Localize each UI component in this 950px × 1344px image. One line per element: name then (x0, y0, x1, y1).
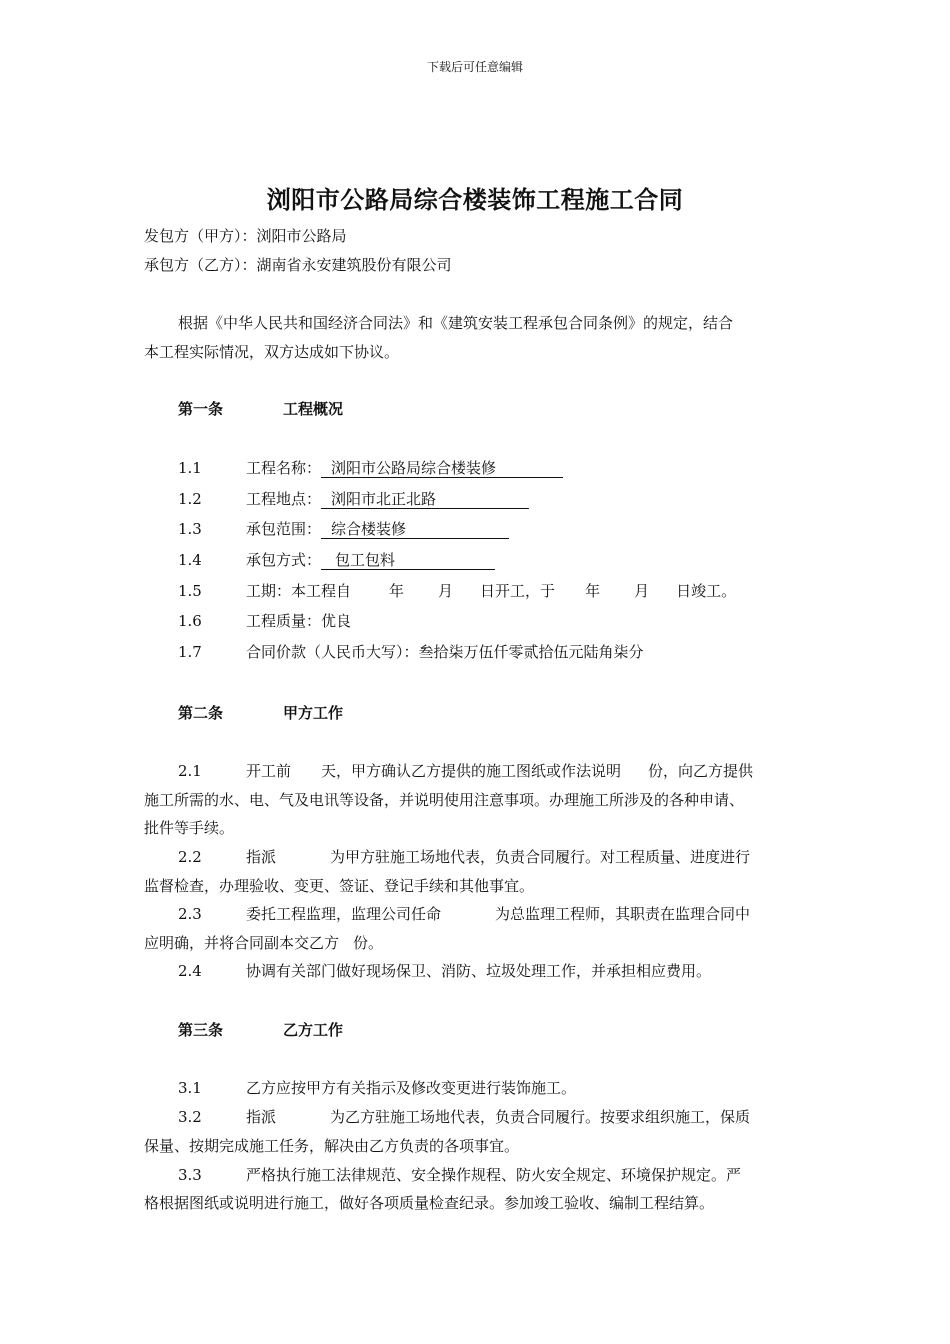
contract-method-value: 包工包料 (321, 551, 495, 570)
duration-text: 工期：本工程自 (246, 582, 352, 600)
article-title: 甲方工作 (283, 704, 344, 722)
clause-number: 2.3 (178, 905, 202, 923)
clause-text: 严格执行施工法律规范、安全操作规程、防火安全规定、环境保护规定。严 (246, 1166, 742, 1184)
contract-scope-value: 综合楼装修 (321, 520, 509, 539)
preamble-line-2: 本工程实际情况，双方达成如下协议。 (144, 343, 400, 361)
clause-text: 为总监理工程师，其职责在监理合同中 (495, 905, 751, 923)
month-label: 月 (438, 582, 454, 600)
clause-number: 1.2 (178, 490, 202, 508)
clause-number: 3.3 (178, 1166, 202, 1184)
start-day-text: 日开工，于 (480, 582, 556, 600)
clause-number: 1.3 (178, 520, 202, 538)
clause-label: 承包方式： (246, 551, 322, 569)
party-a: 发包方（甲方）：浏阳市公路局 (144, 227, 347, 245)
clause-3-2-line-2: 保量、按期完成施工任务，解决由乙方负责的各项事宜。 (144, 1137, 520, 1155)
clause-number: 2.1 (178, 762, 202, 780)
clause-number: 2.2 (178, 848, 202, 866)
clause-text: 为乙方驻施工场地代表，负责合同履行。按要求组织施工，保质 (330, 1108, 751, 1126)
article-3-heading (178, 1020, 478, 1040)
quality-text: 工程质量：优良 (246, 612, 352, 630)
clause-text: 指派 (246, 848, 277, 866)
clause-text: 为甲方驻施工场地代表，负责合同履行。对工程质量、进度进行 (330, 848, 751, 866)
article-number: 第二条 (178, 704, 224, 722)
clause-label: 工程名称： (246, 459, 322, 477)
header-note: 下载后可任意编辑 (426, 60, 523, 74)
project-location-value: 浏阳市北正北路 (321, 490, 529, 509)
preamble-line-1: 根据《中华人民共和国经济合同法》和《建筑安装工程承包合同条例》的规定，结合 (178, 314, 734, 332)
clause-number: 1.6 (178, 612, 202, 630)
clause-number: 2.4 (178, 962, 202, 980)
year-label: 年 (389, 582, 405, 600)
clause-text: 指派 (246, 1108, 277, 1126)
clause-number: 1.7 (178, 643, 202, 661)
party-b: 承包方（乙方）：湖南省永安建筑股份有限公司 (144, 256, 452, 274)
clause-2-3-line-2 (144, 933, 383, 953)
clause-number: 3.1 (178, 1079, 202, 1097)
clause-label: 承包范围： (246, 520, 322, 538)
article-2-heading (178, 703, 478, 723)
clause-text: 乙方应按甲方有关指示及修改变更进行装饰施工。 (246, 1079, 577, 1097)
clause-number: 1.1 (178, 459, 202, 477)
clause-2-2-line-2: 监督检查，办理验收、变更、签证、登记手续和其他事宜。 (144, 877, 535, 895)
clause-number: 1.5 (178, 582, 202, 600)
article-title: 乙方工作 (283, 1021, 344, 1039)
clause-text: 天，甲方确认乙方提供的施工图纸或作法说明 (321, 762, 622, 780)
clause-2-1-line-3: 批件等手续。 (144, 819, 235, 837)
clause-number: 1.4 (178, 551, 202, 569)
end-day-text: 日竣工。 (676, 582, 737, 600)
clause-text: 份。 (353, 934, 384, 952)
clause-text: 开工前 (246, 762, 292, 780)
clause-label: 工程地点： (246, 490, 322, 508)
clause-text: 协调有关部门做好现场保卫、消防、垃圾处理工作，并承担相应费用。 (246, 962, 712, 980)
article-number: 第一条 (178, 400, 224, 418)
month-label: 月 (634, 582, 650, 600)
clause-number: 3.2 (178, 1108, 202, 1126)
clause-text: 委托工程监理，监理公司任命 (246, 905, 442, 923)
clause-text: 份，向乙方提供 (648, 762, 754, 780)
clause-text: 应明确，并将合同副本交乙方 (144, 934, 340, 952)
year-label: 年 (585, 582, 601, 600)
clause-2-1-line-2: 施工所需的水、电、气及电讯等设备，并说明使用注意事项。办理施工所涉及的各种申请、 (144, 791, 745, 809)
article-number: 第三条 (178, 1021, 224, 1039)
clause-3-3-line-2: 格根据图纸或说明进行施工，做好各项质量检查纪录。参加竣工验收、编制工程结算。 (144, 1194, 715, 1212)
document-title: 浏阳市公路局综合楼装饰工程施工合同 (266, 186, 684, 214)
project-name-value: 浏阳市公路局综合楼装修 (321, 459, 563, 478)
contract-price-text: 合同价款（人民币大写）：叁拾柒万伍仟零贰拾伍元陆角柒分 (246, 643, 644, 661)
article-1-heading (178, 399, 478, 419)
article-title: 工程概况 (283, 400, 344, 418)
